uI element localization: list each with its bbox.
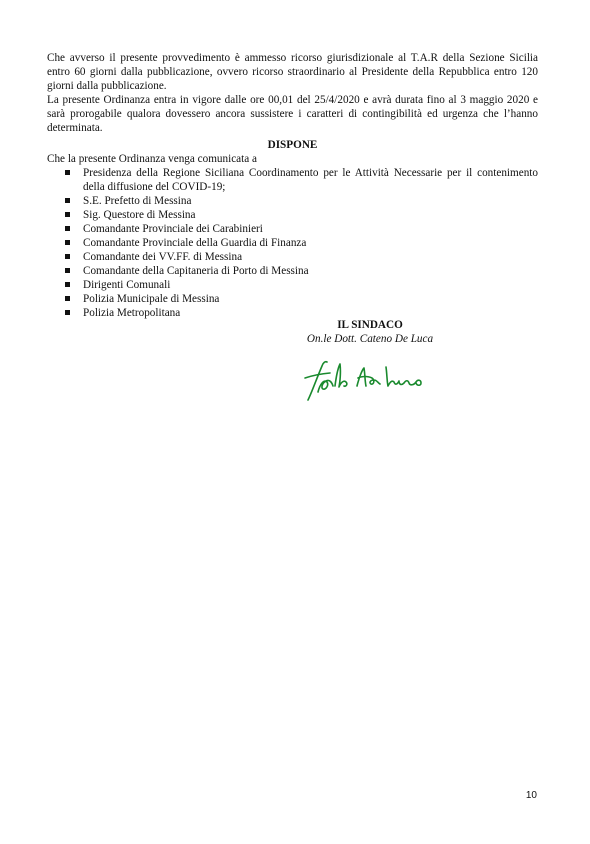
- paragraph-vigore: La presente Ordinanza entra in vigore dalle ore 00,01 del 25/4/2020 e avrà durata fino al 3 maggio 2020 e sarà prorogabile qualora dovessero ancora sussistere i caratteri di contingibilità ed urgenza che l’hanno determinata.: [47, 94, 538, 134]
- list-item: Presidenza della Regione Siciliana Coordinamento per le Attività Necessarie per il contenimento della diffusione del COVID-19;: [65, 166, 538, 194]
- list-item: Comandante dei VV.FF. di Messina: [65, 250, 538, 264]
- paragraph-ricorso: Che avverso il presente provvedimento è ammesso ricorso giurisdizionale al T.A.R della Sezione Sicilia entro 60 giorni dalla pubblicazione, ovvero ricorso straordinario al Presidente della Repubblica entro 120 giorni dalla pubblicazione.: [47, 52, 538, 92]
- list-item: Sig. Questore di Messina: [65, 208, 538, 222]
- signer-name: On.le Dott. Cateno De Luca: [306, 333, 434, 345]
- recipients-list: [47, 166, 538, 320]
- page-number: 10: [525, 790, 537, 801]
- document-body: [47, 51, 538, 320]
- dispone-heading: DISPONE: [267, 139, 318, 151]
- signer-title: IL SINDACO: [337, 319, 403, 331]
- handwritten-signature: [302, 352, 427, 407]
- list-item: Polizia Municipale di Messina: [65, 292, 538, 306]
- list-item: Comandante Provinciale dei Carabinieri: [65, 222, 538, 236]
- list-item: S.E. Prefetto di Messina: [65, 194, 538, 208]
- signature-block: [280, 318, 460, 346]
- list-item: Dirigenti Comunali: [65, 278, 538, 292]
- recipients-intro: Che la presente Ordinanza venga comunicata a: [47, 153, 257, 165]
- list-item: Comandante Provinciale della Guardia di Finanza: [65, 236, 538, 250]
- list-item: Polizia Metropolitana: [65, 306, 538, 320]
- list-item: Comandante della Capitaneria di Porto di Messina: [65, 264, 538, 278]
